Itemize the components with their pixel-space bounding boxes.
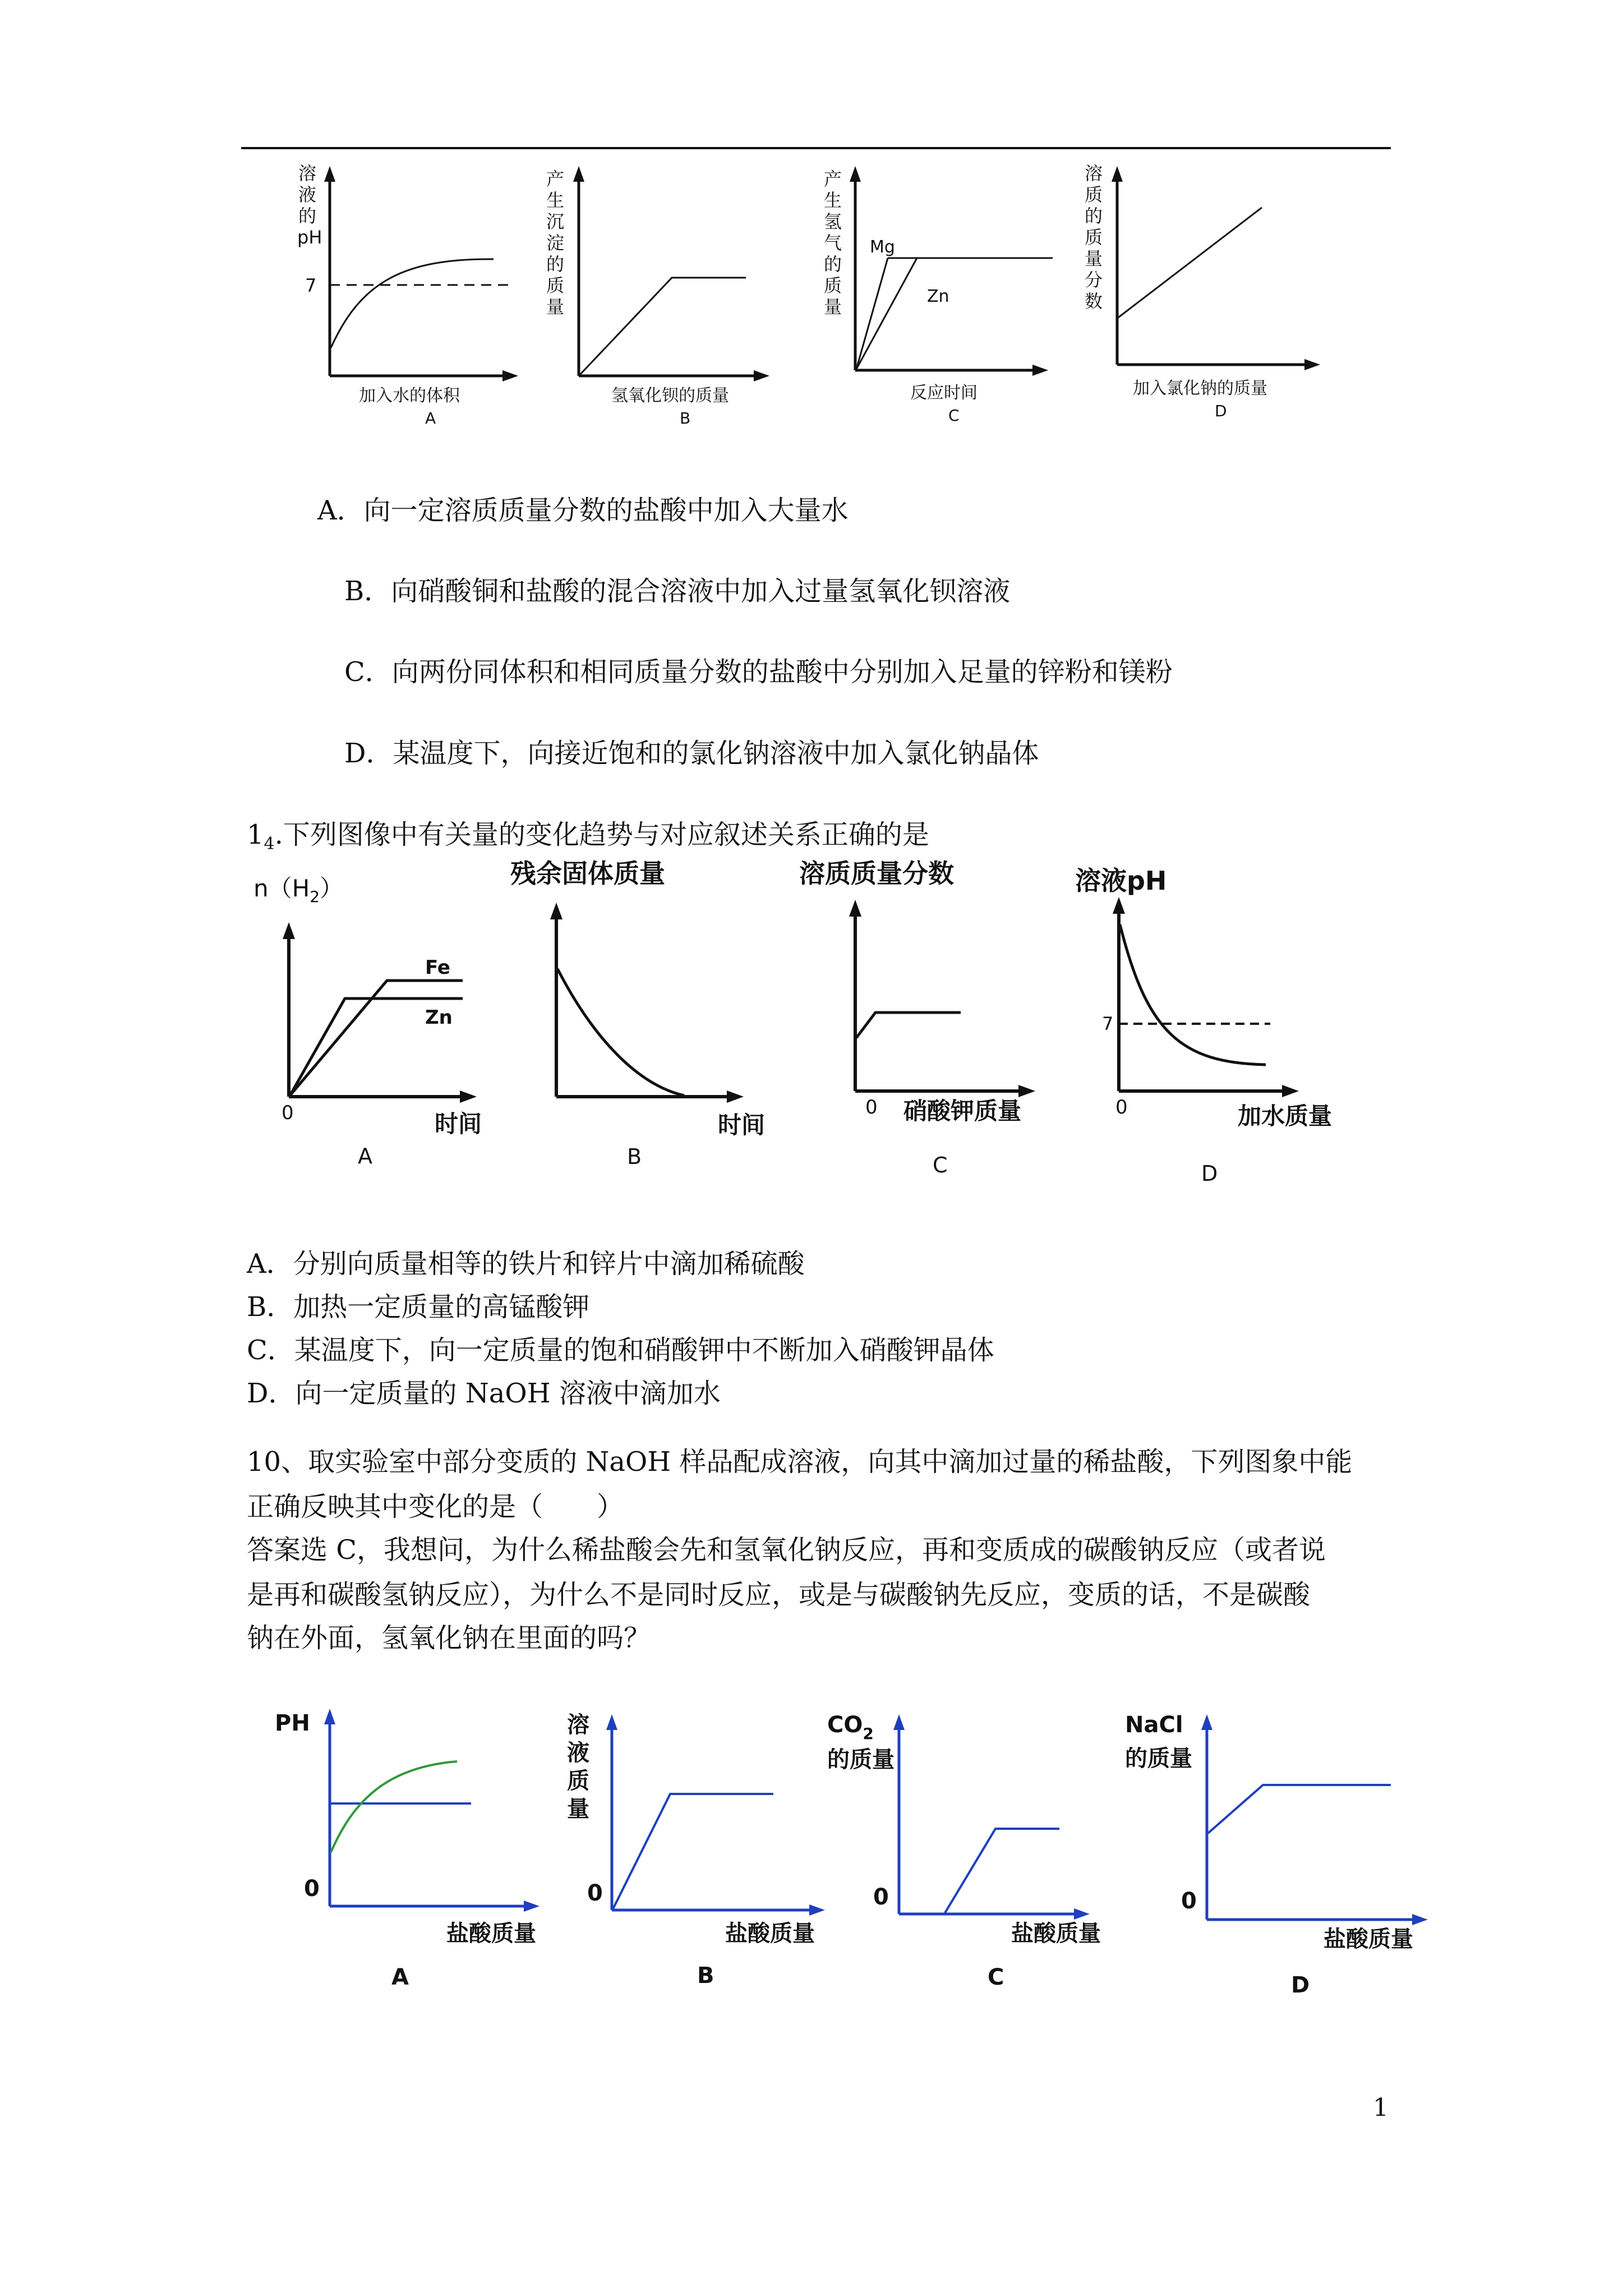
origin: 0	[873, 1884, 889, 1910]
fraction-line	[856, 1013, 961, 1038]
ylabel-char: pH	[297, 227, 322, 248]
prev-graph-d	[1077, 163, 1335, 426]
ylabel-char: 产	[546, 168, 565, 190]
graph-letter: A	[358, 1144, 372, 1168]
xlabel: 加入水的体积	[359, 386, 460, 406]
q14-option-b: B．加热一定质量的高锰酸钾	[247, 1291, 590, 1323]
ylabel-char: 质	[1085, 184, 1103, 205]
q14-number: 1	[247, 819, 264, 850]
fe-label: Fe	[425, 956, 450, 979]
ylabel-char: 溶	[298, 163, 317, 184]
mg-line	[856, 258, 888, 369]
graph-letter: C	[988, 1964, 1004, 1990]
xlabel: 时间	[718, 1111, 766, 1139]
origin: 0	[304, 1876, 320, 1902]
ylabel-char: 质	[1085, 227, 1103, 248]
ylabel-char: 溶	[567, 1712, 589, 1738]
graph-letter: C	[933, 1153, 948, 1177]
prev-option-a: A．向一定溶质质量分数的盐酸中加入大量水	[317, 495, 849, 526]
origin: 0	[1115, 1096, 1128, 1119]
ylabel: 溶质质量分数	[799, 858, 954, 889]
xlabel: 时间	[435, 1110, 482, 1138]
ylabel-char: 生	[546, 190, 565, 211]
graph-letter: C	[948, 406, 960, 425]
q10-graph-d	[1116, 1700, 1441, 2003]
ylabel-char: 的	[298, 205, 317, 227]
zn-label: Zn	[927, 287, 949, 306]
prev-option-b: B．向硝酸铜和盐酸的混合溶液中加入过量氢氧化钡溶液	[344, 576, 1011, 607]
zn-line	[856, 258, 917, 369]
q10-graph-c	[822, 1700, 1113, 1997]
co2-line	[945, 1829, 1059, 1913]
q10-graph-b	[558, 1700, 850, 1997]
ylabel-char: 的	[1085, 205, 1103, 227]
tick-7: 7	[305, 275, 317, 296]
ylabel-char: 的	[824, 254, 842, 275]
q14-stem-text: .下列图像中有关量的变化趋势与对应叙述关系正确的是	[274, 819, 929, 850]
graph-letter: A	[425, 409, 436, 427]
q14-option-c: C．某温度下，向一定质量的饱和硝酸钾中不断加入硝酸钾晶体	[247, 1335, 994, 1366]
xlabel: 反应时间	[910, 383, 978, 403]
graph-letter: B	[697, 1963, 714, 1989]
ylabel-char: 量	[546, 296, 565, 318]
origin: 0	[587, 1880, 603, 1906]
ylabel-char: 质	[546, 275, 565, 296]
xlabel: 硝酸钾质量	[903, 1097, 1022, 1125]
origin: 0	[1181, 1888, 1197, 1914]
mg-label: Mg	[870, 237, 895, 257]
ylabel-char: 沉	[546, 211, 565, 232]
ylabel: 残余固体质量	[510, 858, 665, 889]
origin: 0	[865, 1096, 878, 1119]
precipitate-line	[580, 278, 746, 375]
ylabel-char: 量	[824, 296, 842, 318]
ylabel-char: 分	[1085, 269, 1103, 291]
q10-line-5: 钠在外面，氢氧化钠在里面的吗？	[247, 1622, 651, 1654]
ylabel-char: 液	[298, 184, 317, 205]
prev-graph-b	[537, 163, 784, 426]
ylabel-line2: 的质量	[1125, 1746, 1192, 1772]
prev-graph-c	[816, 163, 1063, 426]
xlabel: 盐酸质量	[1324, 1926, 1413, 1952]
xlabel: 加入氯化钠的质量	[1133, 379, 1267, 398]
tick-7: 7	[1102, 1013, 1114, 1034]
xlabel: 盐酸质量	[446, 1921, 536, 1947]
zn-label: Zn	[425, 1006, 453, 1029]
q10-line-1: 10、取实验室中部分变质的 NaOH 样品配成溶液，向其中滴加过量的稀盐酸，下列图象中能	[247, 1446, 1353, 1478]
q14-option-a: A．分别向质量相等的铁片和锌片中滴加稀硫酸	[247, 1248, 805, 1280]
ylabel-char: 气	[824, 232, 842, 254]
graph-letter: B	[680, 409, 691, 427]
q14-graph-a	[247, 864, 505, 1184]
graph-letter: B	[627, 1144, 642, 1169]
ylabel-char: 生	[824, 190, 842, 211]
ylabel: $n(H_2)$	[253, 875, 344, 906]
prev-graph-a	[286, 163, 533, 426]
ylabel-char: 质	[824, 275, 842, 296]
ph-curve	[1120, 924, 1266, 1065]
graph-letter: A	[391, 1964, 409, 1990]
ylabel-char: 数	[1085, 291, 1103, 312]
q14-option-d: D．向一定质量的 NaOH 溶液中滴加水	[247, 1378, 721, 1409]
q14-graph-d	[1068, 853, 1360, 1200]
nacl-line	[1208, 1785, 1391, 1833]
ylabel-char: 的	[546, 254, 565, 275]
ph-curve	[331, 259, 494, 348]
q10-line-3: 答案选 C，我想问，为什么稀盐酸会先和氢氧化钠反应，再和变质成的碳酸钠反应（或者说	[247, 1534, 1326, 1566]
q10-line-4: 是再和碳酸氢钠反应），为什么不是同时反应，或是与碳酸钠先反应，变质的话，不是碳酸	[247, 1579, 1311, 1611]
ylabel: NaCl	[1125, 1712, 1183, 1738]
xlabel: 氢氧化钡的质量	[611, 386, 729, 406]
ylabel-char: 产	[824, 168, 842, 190]
ylabel-line2: 的质量	[827, 1747, 895, 1773]
xlabel: 加水质量	[1238, 1102, 1332, 1130]
prev-option-d: D．某温度下，向接近饱和的氯化钠溶液中加入氯化钠晶体	[344, 738, 1039, 769]
xlabel: 盐酸质量	[1011, 1921, 1101, 1947]
prev-option-c: C．向两份同体积和相同质量分数的盐酸中分别加入足量的锌粉和镁粉	[344, 656, 1173, 688]
graph-letter: D	[1291, 1972, 1310, 1998]
graph-letter: D	[1215, 402, 1227, 420]
graph-letter: D	[1201, 1161, 1218, 1186]
header-rule	[241, 147, 1391, 149]
ylabel-char: 质	[567, 1768, 589, 1794]
ph-curve	[331, 1761, 457, 1852]
ylabel: $CO_2$	[827, 1712, 874, 1743]
ylabel-char: 量	[1085, 248, 1103, 269]
origin: 0	[282, 1102, 294, 1124]
ylabel-char: 溶	[1085, 163, 1103, 184]
solution-mass-line	[613, 1794, 773, 1909]
q10-line-2: 正确反映其中变化的是（ ）	[247, 1491, 624, 1522]
q14-number-sub: 4	[264, 834, 275, 854]
ylabel-char: 量	[567, 1796, 589, 1822]
residue-curve	[557, 969, 684, 1096]
ylabel: PH	[275, 1710, 310, 1736]
ylabel-char: 淀	[546, 232, 565, 254]
q14-graph-b	[505, 850, 766, 1198]
xlabel: 盐酸质量	[725, 1921, 815, 1947]
ylabel-char: 液	[567, 1740, 589, 1766]
q14-graph-c	[782, 850, 1063, 1198]
ylabel-char: 氢	[824, 211, 842, 232]
page-number: 1	[1373, 2093, 1389, 2122]
ylabel: 溶液pH	[1075, 866, 1167, 896]
q10-graph-a	[264, 1700, 555, 1997]
fraction-line	[1118, 208, 1262, 318]
